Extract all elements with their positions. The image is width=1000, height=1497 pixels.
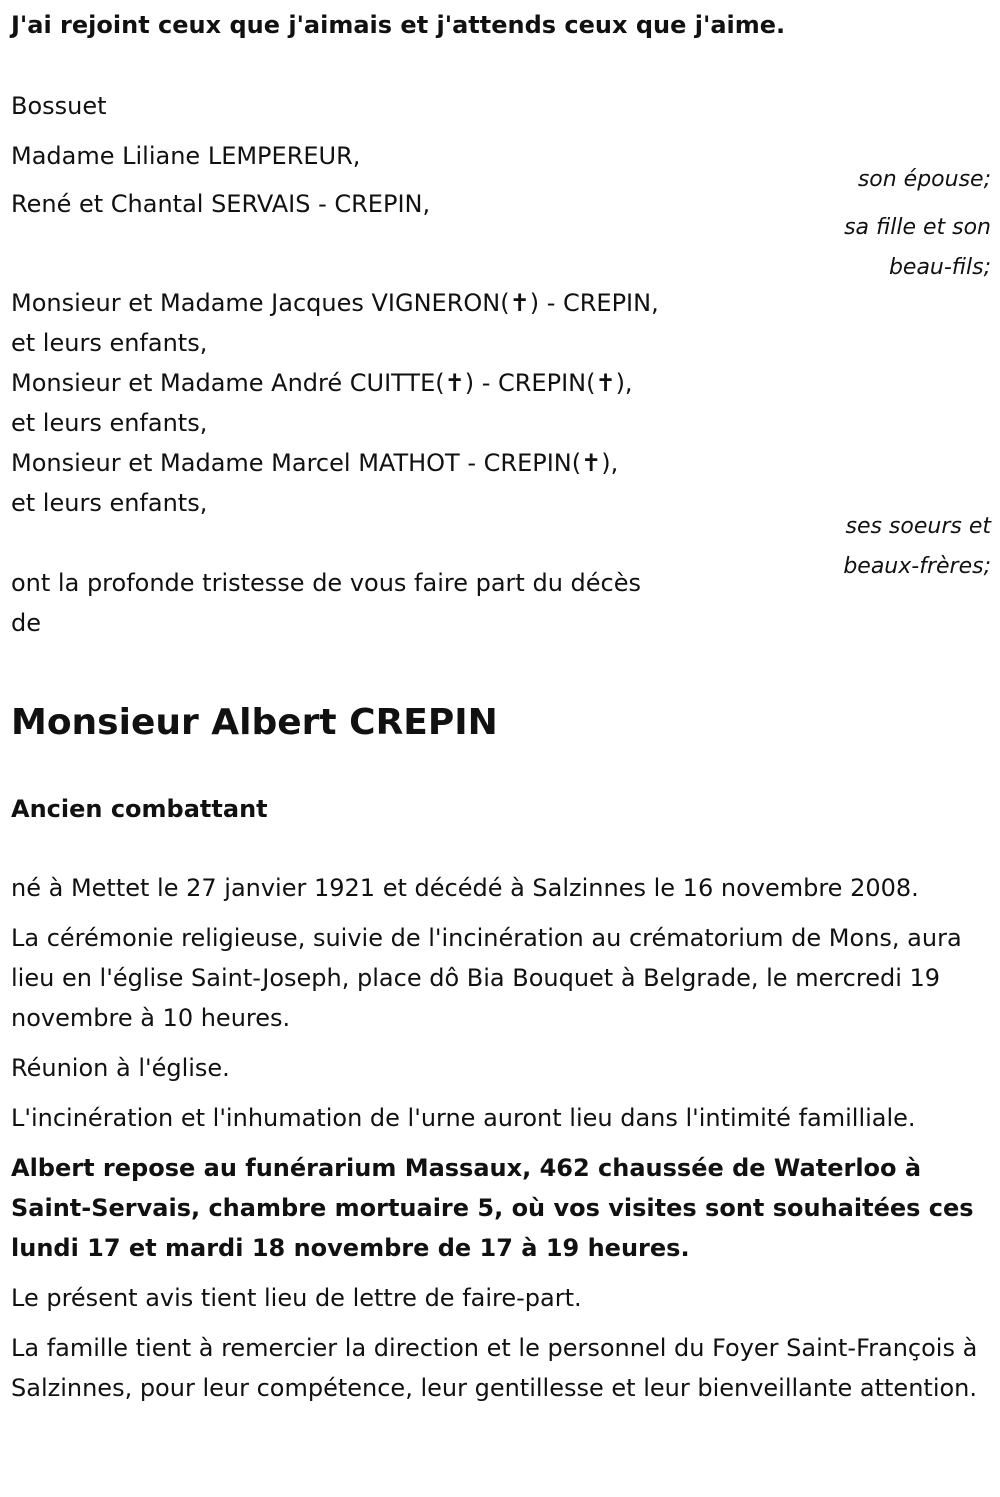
daughter-relation-line-2: beau-fils; xyxy=(888,255,991,280)
thanks-text: La famille tient à remercier la direction et le personnel du Foyer Saint-François à Salzinnes, pour leur compétence, leur gentillesse et leur bienveillante attention. xyxy=(11,1334,978,1402)
siblings-relation-line-1: ses soeurs et xyxy=(845,514,991,539)
opening-quote: J'ai rejoint ceux que j'aimais et j'attends ceux que j'aime. xyxy=(11,11,786,39)
notice-body xyxy=(11,868,996,1418)
daughter-row xyxy=(11,184,991,288)
announcement-line-2: de xyxy=(11,609,41,637)
deceased-title: Ancien combattant xyxy=(11,795,268,823)
spouse-name: Madame Liliane LEMPEREUR, xyxy=(11,142,361,170)
birth-death-text: né à Mettet le 27 janvier 1921 et décédé à Salzinnes le 16 novembre 2008. xyxy=(11,874,919,902)
deceased-name: Monsieur Albert CREPIN xyxy=(11,702,498,743)
visitation-text: Albert repose au funérarium Massaux, 462 chaussée de Waterloo à Saint-Servais, chambre mortuaire 5, où vos visites sont souhaitées ces lundi 17 et mardi 18 novembre de 17 à 19 heures. xyxy=(11,1154,974,1262)
daughter-relation-line-1: sa fille et son xyxy=(844,215,991,240)
siblings-relation-line-2: beaux-frères; xyxy=(843,554,991,579)
notice-text: Le présent avis tient lieu de lettre de faire-part. xyxy=(11,1284,582,1312)
sibling-line: et leurs enfants, xyxy=(11,409,208,437)
place-name: Bossuet xyxy=(11,92,107,120)
sibling-line: et leurs enfants, xyxy=(11,329,208,357)
sibling-line: Monsieur et Madame Jacques VIGNERON(✝) - CREPIN, xyxy=(11,289,659,317)
meeting-text: Réunion à l'église. xyxy=(11,1054,230,1082)
family-list xyxy=(11,86,991,643)
ceremony-text: La cérémonie religieuse, suivie de l'incinération au crématorium de Mons, aura lieu en l'église Saint-Joseph, place dô Bia Bouquet à Belgrade, le mercredi 19 novembre à 10 heures. xyxy=(11,924,962,1032)
announcement-line-1: ont la profonde tristesse de vous faire part du décès xyxy=(11,569,641,597)
sibling-line: Monsieur et Madame Marcel MATHOT - CREPIN(✝), xyxy=(11,449,619,477)
sibling-line: Monsieur et Madame André CUITTE(✝) - CREPIN(✝), xyxy=(11,369,633,397)
spouse-relation: son épouse; xyxy=(857,167,991,192)
sibling-line: et leurs enfants, xyxy=(11,489,208,517)
daughter-name: René et Chantal SERVAIS - CREPIN, xyxy=(11,190,431,218)
siblings-row xyxy=(11,283,991,643)
cremation-text: L'incinération et l'inhumation de l'urne auront lieu dans l'intimité familliale. xyxy=(11,1104,916,1132)
